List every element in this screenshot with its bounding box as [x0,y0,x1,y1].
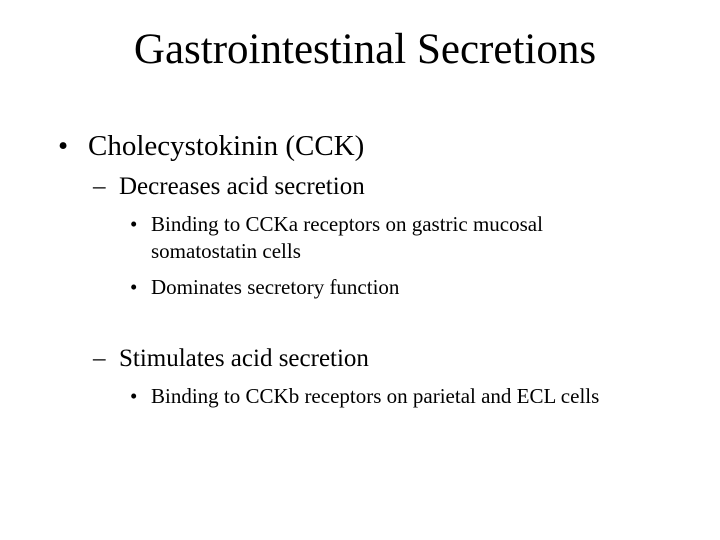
small-bullet-marker: • [130,212,138,236]
bullet-marker: • [58,130,69,162]
dash-marker: – [93,345,106,372]
slide-title: Gastrointestinal Secretions [133,26,597,73]
small-bullet-marker: • [130,275,138,299]
dash-marker: – [93,173,106,200]
detail-ccka-line1: Binding to CCKa receptors on gastric mucosal [151,212,543,236]
subtopic-stimulates: Stimulates acid secretion [119,345,369,372]
small-bullet-marker: • [130,384,138,408]
detail-cckb: Binding to CCKb receptors on parietal and ECL cells [151,384,600,408]
topic-cholecystokinin: Cholecystokinin (CCK) [88,130,365,162]
detail-dominates: Dominates secretory function [151,275,400,299]
detail-ccka-line2: somatostatin cells [151,239,301,263]
subtopic-decreases: Decreases acid secretion [119,173,365,200]
